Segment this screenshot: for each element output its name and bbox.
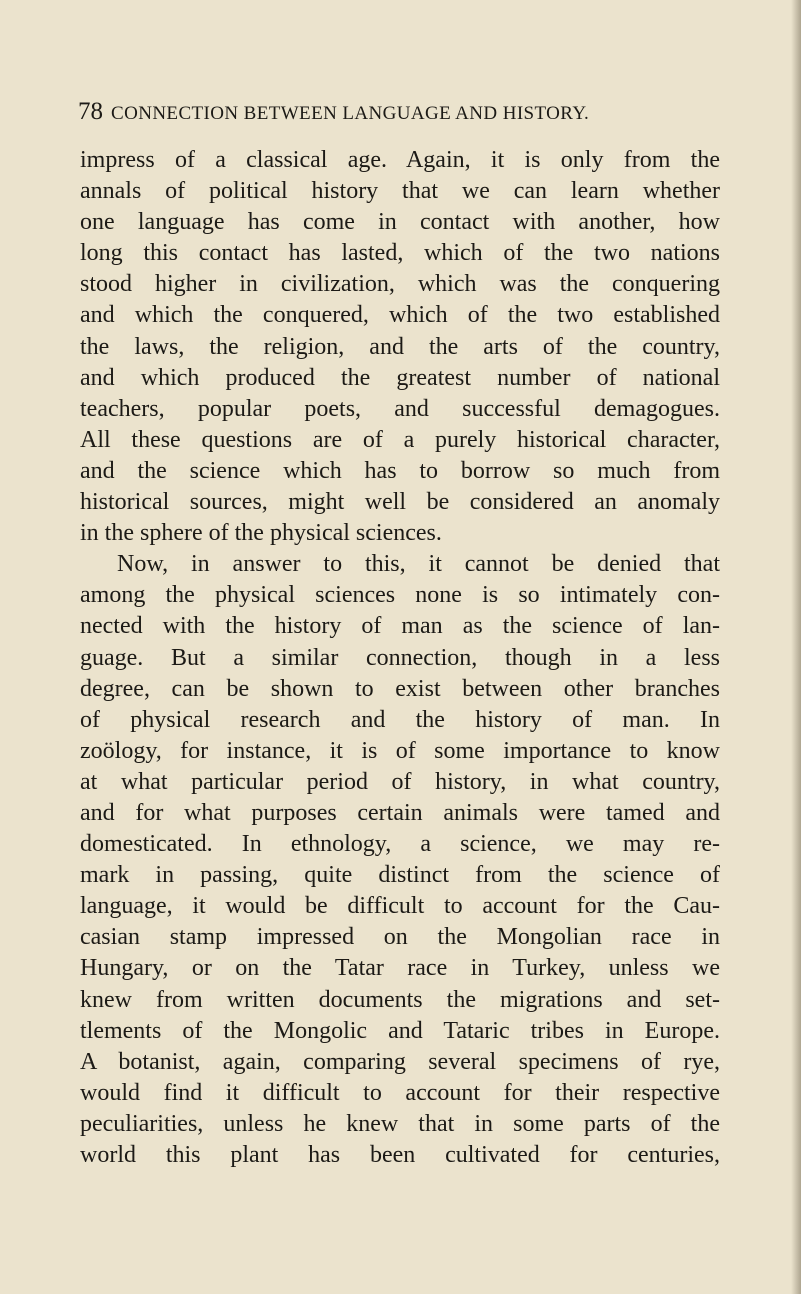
text-line: peculiarities, unless he knew that in some parts of the xyxy=(80,1110,720,1137)
text-line: and the science which has to borrow so much from xyxy=(80,457,720,484)
running-head xyxy=(78,96,718,128)
text-line: would find it difficult to account for their respective xyxy=(80,1079,720,1106)
text-line: impress of a classical age. Again, it is only from the xyxy=(80,147,720,173)
text-line: Hungary, or on the Tatar race in Turkey, unless we xyxy=(80,955,720,982)
text-line: and which the conquered, which of the two established xyxy=(80,302,720,329)
text-line: annals of political history that we can learn whether xyxy=(80,178,720,205)
page-number: 78 xyxy=(78,98,103,125)
text-line: mark in passing, quite distinct from the science of xyxy=(80,862,720,889)
text-line: All these questions are of a purely historical character, xyxy=(80,426,720,453)
text-line: among the physical sciences none is so intimately con- xyxy=(80,582,720,609)
page-edge-shadow xyxy=(791,0,801,1294)
text-line: teachers, popular poets, and successful demagogues. xyxy=(80,395,720,422)
text-line: nected with the history of man as the science of lan- xyxy=(80,613,720,640)
paragraph-last-line: in the sphere of the physical sciences. xyxy=(80,520,442,547)
text-line: zoölogy, for instance, it is of some importance to know xyxy=(80,737,720,764)
body-text xyxy=(80,145,720,1171)
running-head-title: CONNECTION BETWEEN LANGUAGE AND HISTORY. xyxy=(111,103,590,124)
text-line: world this plant has been cultivated for centuries, xyxy=(80,1142,720,1168)
text-line: long this contact has lasted, which of the two nations xyxy=(80,240,720,267)
text-line: domesticated. In ethnology, a science, we may re- xyxy=(80,831,720,858)
text-line: knew from written documents the migrations and set- xyxy=(80,986,720,1013)
text-line: language, it would be difficult to account for the Cau- xyxy=(80,893,720,920)
text-line: stood higher in civilization, which was the conquering xyxy=(80,271,720,298)
text-line: casian stamp impressed on the Mongolian race in xyxy=(80,924,720,951)
text-line: tlements of the Mongolic and Tataric tribes in Europe. xyxy=(80,1017,720,1044)
text-line: and for what purposes certain animals were tamed and xyxy=(80,799,720,826)
text-line: the laws, the religion, and the arts of the country, xyxy=(80,333,720,360)
text-line: and which produced the greatest number of national xyxy=(80,364,720,391)
text-line: A botanist, again, comparing several specimens of rye, xyxy=(80,1048,720,1075)
text-line: of physical research and the history of man. In xyxy=(80,706,720,733)
paragraph-first-line: Now, in answer to this, it cannot be denied that xyxy=(117,551,720,578)
text-line: one language has come in contact with another, how xyxy=(80,209,720,236)
text-line: historical sources, might well be considered an anomaly xyxy=(80,489,720,516)
text-line: degree, can be shown to exist between other branches xyxy=(80,675,720,702)
text-line: at what particular period of history, in what country, xyxy=(80,768,720,795)
text-line: guage. But a similar connection, though in a less xyxy=(80,644,720,671)
